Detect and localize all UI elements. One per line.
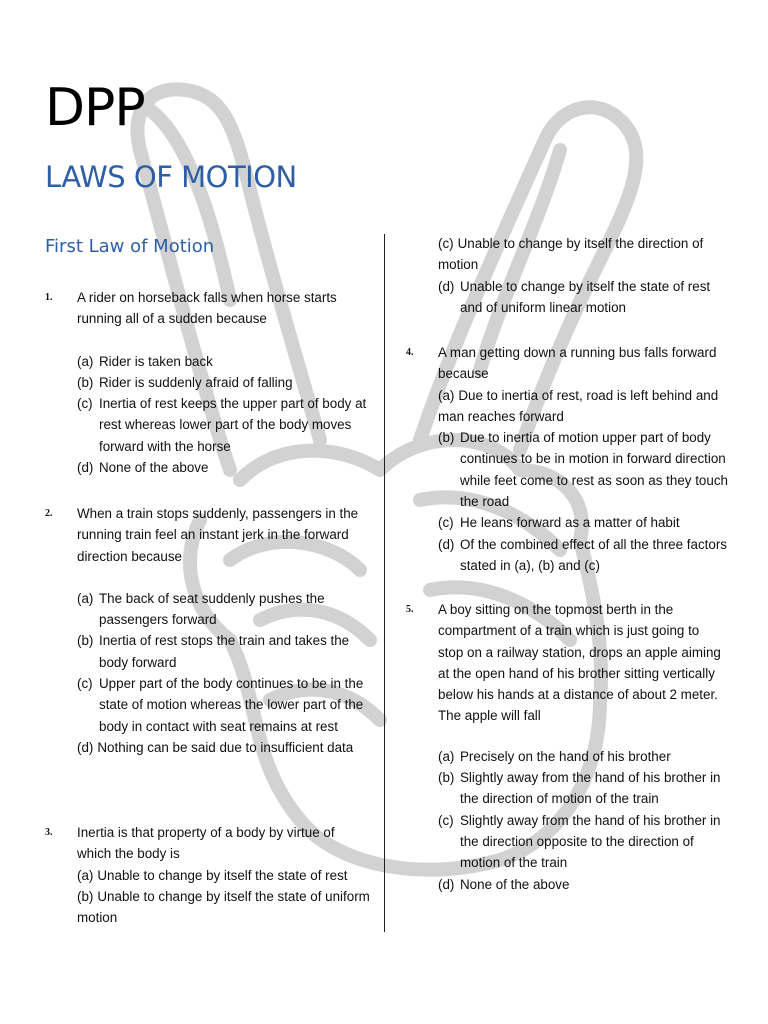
option-c: (c) Unable to change by itself the direction of motion [438,236,704,273]
page-title: DPP [45,78,145,138]
option-list [438,385,728,577]
option-a: (a) Rider is taken back [77,353,213,369]
option-c: (c) Upper part of the body continues to be in the state of motion whereas the lower part of the body in contact with seat remains at rest [77,676,364,734]
option-c: (c) Inertia of rest keeps the upper part of body at rest whereas lower part of the body moves forward with the horse [77,396,367,454]
option-d: (d) Unable to change by itself the state of rest and of uniform linear motion [438,278,711,315]
option-d: (d) None of the above [438,876,570,892]
option-b: (b) Rider is suddenly afraid of falling [77,374,293,390]
option-d: (d) Of the combined effect of all the three factors stated in (a), (b) and (c) [438,536,727,573]
question-3 [45,822,371,928]
option-b: (b) Unable to change by itself the state of uniform motion [77,888,370,926]
option-b: (b) Inertia of rest stops the train and takes the body forward [77,633,350,670]
column-divider [384,234,385,932]
question-number: 3. [45,827,53,838]
question-3-continued [438,233,728,318]
option-b: (b) Due to inertia of motion upper part of body continues to be in motion in forward direction while feet come to rest as soon as they touch the road [438,430,728,510]
question-stem: When a train stops suddenly, passengers in the running train feel an instant jerk in the forward direction because [77,506,359,564]
question-stem: A man getting down a running bus falls forward because [438,345,717,382]
option-list [77,865,371,929]
page-subtitle: LAWS OF MOTION [45,160,297,194]
question-stem: Inertia is that property of a body by virtue of which the body is [77,825,335,862]
option-a: (a) Due to inertia of rest, road is left behind and man reaches forward [438,387,719,424]
question-stem: A boy sitting on the topmost berth in the compartment of a train which is just going to stop on a railway station, drops an apple aiming at the open hand of his brother sitting vertically below his hands at a distance of about 2 meter. The apple will fall [438,602,721,724]
option-c: (c) He leans forward as a matter of habit [438,515,680,531]
option-list [77,588,371,758]
question-number: 2. [45,508,53,519]
question-1 [45,287,371,478]
option-b: (b) Slightly away from the hand of his brother in the direction of motion of the train [438,770,721,807]
option-a: (a) Unable to change by itself the state of rest [77,867,348,883]
question-number: 5. [406,604,414,615]
question-5 [406,599,728,895]
option-list [438,746,728,895]
question-2 [45,503,371,758]
option-a: (a) Precisely on the hand of his brother [438,748,671,764]
option-d: (d) None of the above [77,460,209,476]
question-stem: A rider on horseback falls when horse starts running all of a sudden because [77,290,337,327]
question-number: 1. [45,292,53,303]
section-title: First Law of Motion [45,236,215,257]
question-number: 4. [406,347,414,358]
question-4 [406,342,728,576]
option-a: (a) The back of seat suddenly pushes the passengers forward [77,590,325,628]
option-d: (d) Nothing can be said due to insufficient data [77,739,354,755]
option-list [438,233,728,318]
option-list [77,351,371,479]
option-c: (c) Slightly away from the hand of his brother in the direction opposite to the direction of motion of the train [438,812,721,871]
